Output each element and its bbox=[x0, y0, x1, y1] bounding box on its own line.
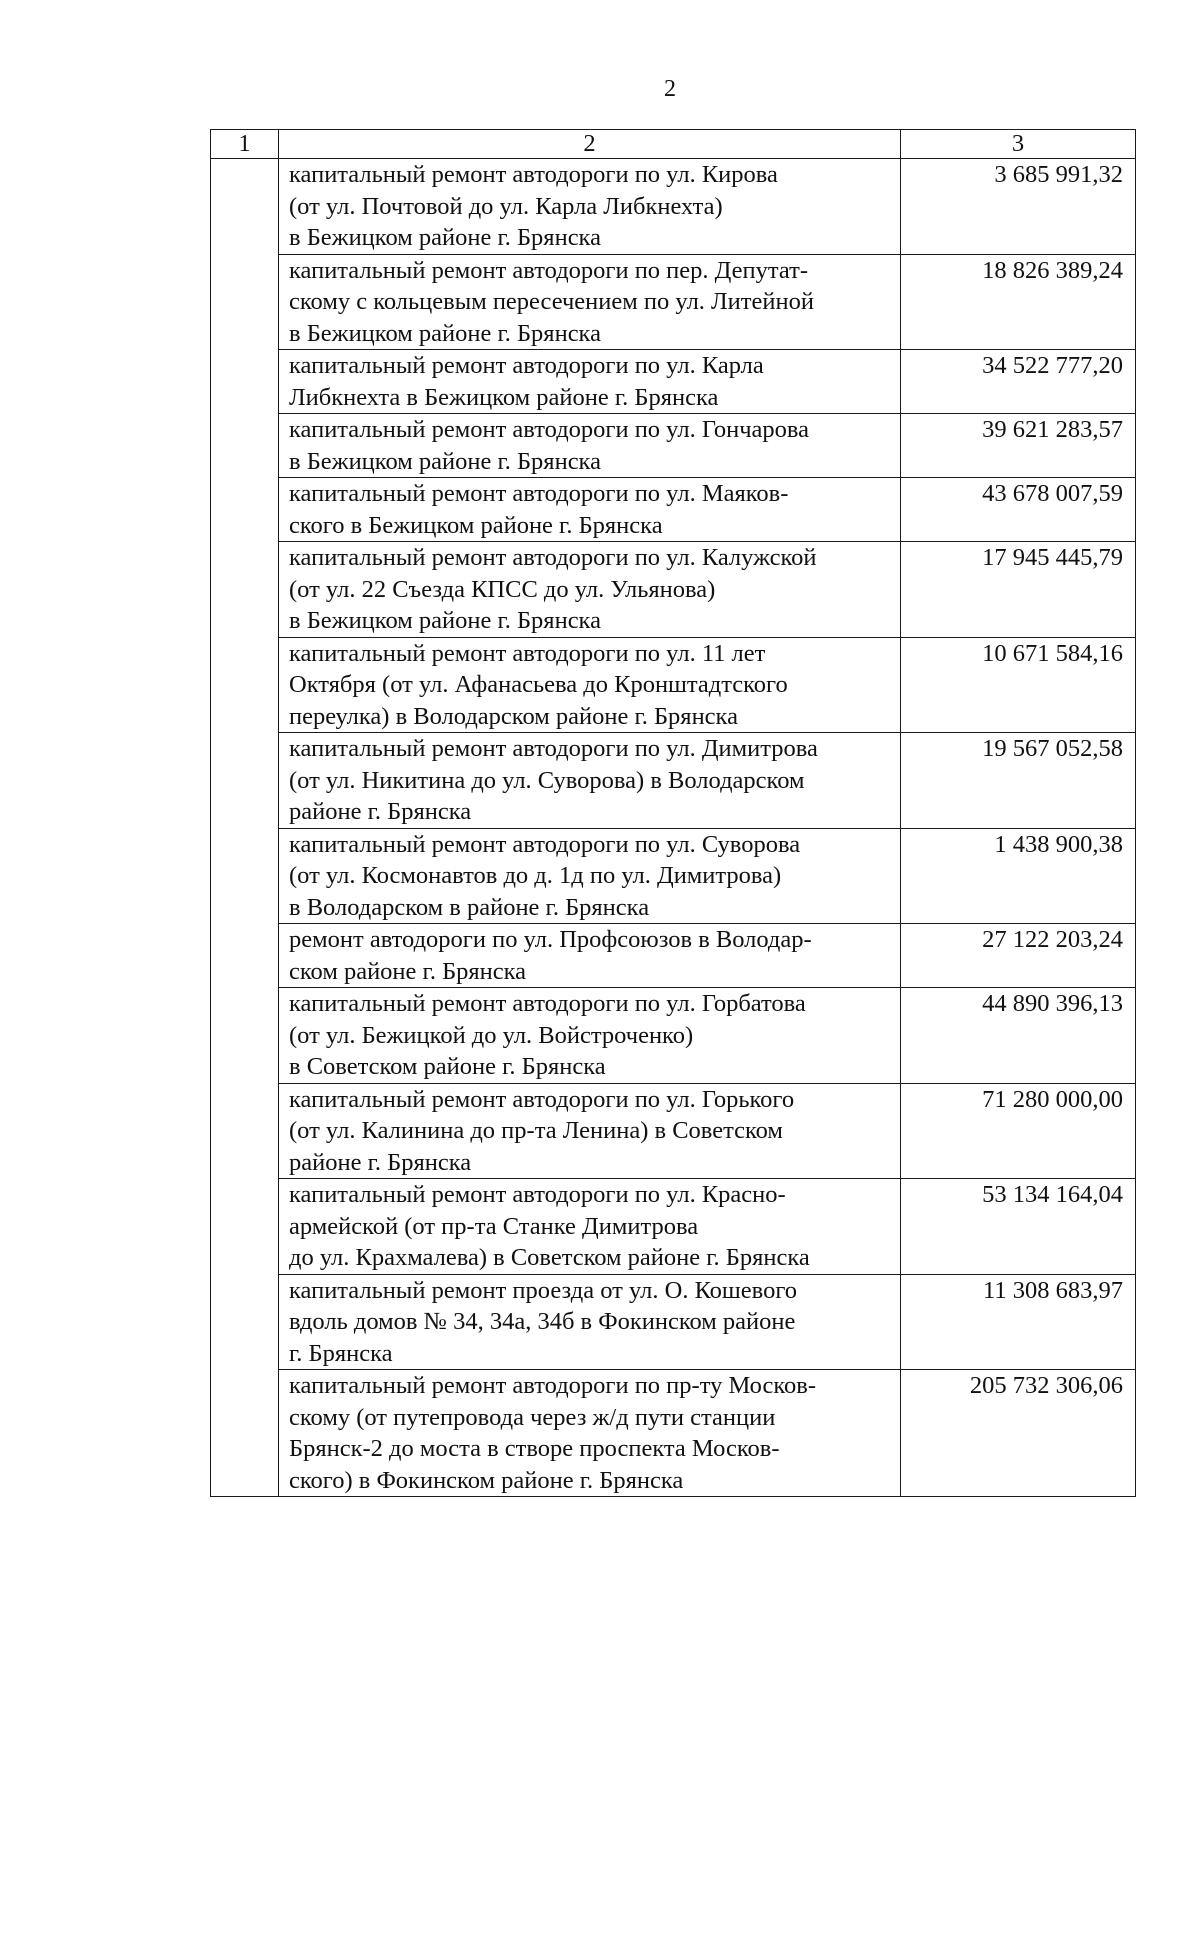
table-cell-number bbox=[211, 159, 279, 255]
description-line: армейской (от пр-та Станке Димитрова bbox=[289, 1212, 699, 1240]
table-cell-number bbox=[211, 924, 279, 988]
table-cell-amount: 1 438 900,38 bbox=[901, 828, 1136, 924]
description-line: в Бежицком районе г. Брянска bbox=[289, 607, 601, 634]
description-line: капитальный ремонт автодороги по ул. Гончарова bbox=[289, 416, 810, 443]
description-line: переулка) в Володарском районе г. Брянска bbox=[289, 702, 738, 730]
table-body bbox=[211, 130, 1136, 1497]
description-line: (от ул. Бежицкой до ул. Войстроченко) bbox=[289, 1021, 694, 1049]
table-cell-description bbox=[279, 350, 901, 414]
table-row bbox=[211, 1179, 1136, 1275]
page-number: 2 bbox=[664, 76, 676, 102]
table-cell-amount: 53 134 164,04 bbox=[901, 1179, 1136, 1275]
table-cell-description bbox=[279, 159, 901, 255]
description-line: в Советском районе г. Брянска bbox=[289, 1053, 606, 1080]
table-cell-number bbox=[211, 414, 279, 478]
table-cell-description bbox=[279, 254, 901, 350]
table-cell-description bbox=[279, 637, 901, 733]
table-cell-amount: 71 280 000,00 bbox=[901, 1083, 1136, 1179]
table-cell-description bbox=[279, 414, 901, 478]
table-cell-number bbox=[211, 350, 279, 414]
description-line: (от ул. Космонавтов до д. 1д по ул. Димитрова) bbox=[289, 862, 782, 889]
table-row bbox=[211, 1274, 1136, 1370]
table-cell-description bbox=[279, 542, 901, 638]
description-line: капитальный ремонт автодороги по пр-ту Москов- bbox=[289, 1372, 817, 1399]
description-line: капитальный ремонт автодороги по пер. Депутат- bbox=[289, 256, 809, 284]
description-line: вдоль домов № 34, 34а, 34б в Фокинском районе bbox=[289, 1308, 796, 1335]
table-cell-number bbox=[211, 1370, 279, 1497]
description-line: (от ул. 22 Съезда КПСС до ул. Ульянова) bbox=[289, 575, 716, 603]
table-cell-description bbox=[279, 478, 901, 542]
description-line: капитальный ремонт проезда от ул. О. Кошевого bbox=[289, 1276, 798, 1304]
table-cell-number bbox=[211, 542, 279, 638]
table-row bbox=[211, 542, 1136, 638]
description-line: капитальный ремонт автодороги по ул. Димитрова bbox=[289, 735, 818, 762]
table-cell-description bbox=[279, 988, 901, 1084]
description-line: Октября (от ул. Афанасьева до Кронштадтского bbox=[289, 671, 788, 698]
description-line: ского в Бежицком районе г. Брянска bbox=[289, 511, 663, 539]
table-cell-description bbox=[279, 828, 901, 924]
table-cell-number bbox=[211, 254, 279, 350]
table-row bbox=[211, 637, 1136, 733]
description-line: г. Брянска bbox=[289, 1339, 393, 1367]
table-cell-number bbox=[211, 637, 279, 733]
table-cell-description bbox=[279, 1083, 901, 1179]
description-line: ремонт автодороги по ул. Профсоюзов в Володар- bbox=[289, 926, 812, 953]
table-cell-amount: 17 945 445,79 bbox=[901, 542, 1136, 638]
description-line: капитальный ремонт автодороги по ул. Горького bbox=[289, 1085, 795, 1113]
description-line: ского) в Фокинском районе г. Брянска bbox=[289, 1466, 684, 1494]
table-cell-description bbox=[279, 733, 901, 829]
table-cell-number bbox=[211, 733, 279, 829]
table-cell-description bbox=[279, 1274, 901, 1370]
table-cell-amount: 34 522 777,20 bbox=[901, 350, 1136, 414]
description-line: (от ул. Калинина до пр-та Ленина) в Советском bbox=[289, 1117, 783, 1144]
table-row bbox=[211, 924, 1136, 988]
table-row bbox=[211, 254, 1136, 350]
table-cell-description bbox=[279, 924, 901, 988]
table-cell-amount: 43 678 007,59 bbox=[901, 478, 1136, 542]
description-line: в Бежицком районе г. Брянска bbox=[289, 224, 601, 251]
description-line: (от ул. Никитина до ул. Суворова) в Володарском bbox=[289, 766, 805, 794]
description-line: Либкнехта в Бежицком районе г. Брянска bbox=[289, 383, 719, 411]
description-line: ском районе г. Брянска bbox=[289, 957, 527, 985]
description-line: капитальный ремонт автодороги по ул. Кирова bbox=[289, 161, 778, 188]
table-cell-number bbox=[211, 1083, 279, 1179]
table-cell-amount: 39 621 283,57 bbox=[901, 414, 1136, 478]
table-cell-amount: 11 308 683,97 bbox=[901, 1274, 1136, 1370]
description-line: капитальный ремонт автодороги по ул. Красно- bbox=[289, 1181, 786, 1208]
description-line: капитальный ремонт автодороги по ул. Маяков- bbox=[289, 480, 789, 507]
table-row bbox=[211, 828, 1136, 924]
table-cell-amount: 19 567 052,58 bbox=[901, 733, 1136, 829]
table-cell-amount: 205 732 306,06 bbox=[901, 1370, 1136, 1497]
table-cell-number bbox=[211, 1274, 279, 1370]
header-col-1: 1 bbox=[211, 130, 279, 159]
header-col-2: 2 bbox=[279, 130, 901, 159]
table-row bbox=[211, 1370, 1136, 1497]
description-line: (от ул. Почтовой до ул. Карла Либкнехта) bbox=[289, 192, 723, 220]
road-repair-table bbox=[210, 129, 1136, 1497]
table-cell-amount: 10 671 584,16 bbox=[901, 637, 1136, 733]
table-row bbox=[211, 478, 1136, 542]
table-cell-amount: 27 122 203,24 bbox=[901, 924, 1136, 988]
description-line: капитальный ремонт автодороги по ул. Горбатова bbox=[289, 990, 806, 1017]
table-cell-description bbox=[279, 1179, 901, 1275]
table-cell-number bbox=[211, 828, 279, 924]
description-line: районе г. Брянска bbox=[289, 1148, 472, 1176]
table-cell-amount: 44 890 396,13 bbox=[901, 988, 1136, 1084]
table-cell-amount: 18 826 389,24 bbox=[901, 254, 1136, 350]
table-row bbox=[211, 733, 1136, 829]
description-line: скому (от путепровода через ж/д пути станции bbox=[289, 1403, 776, 1431]
table-row bbox=[211, 1083, 1136, 1179]
description-line: районе г. Брянска bbox=[289, 798, 472, 825]
header-col-3: 3 bbox=[901, 130, 1136, 159]
description-line: до ул. Крахмалева) в Советском районе г. Брянска bbox=[289, 1244, 810, 1271]
description-line: капитальный ремонт автодороги по ул. Карла bbox=[289, 352, 764, 379]
table-row bbox=[211, 159, 1136, 255]
table-cell-description bbox=[279, 1370, 901, 1497]
description-line: Брянск-2 до моста в створе проспекта Москов- bbox=[289, 1435, 780, 1462]
description-line: в Бежицком районе г. Брянска bbox=[289, 319, 601, 347]
table-cell-number bbox=[211, 988, 279, 1084]
table-header-row bbox=[211, 130, 1136, 159]
table-row bbox=[211, 988, 1136, 1084]
description-line: капитальный ремонт автодороги по ул. 11 лет bbox=[289, 639, 766, 667]
description-line: капитальный ремонт автодороги по ул. Суворова bbox=[289, 830, 801, 858]
description-line: скому с кольцевым пересечением по ул. Литейной bbox=[289, 288, 814, 315]
table-cell-number bbox=[211, 1179, 279, 1275]
description-line: капитальный ремонт автодороги по ул. Калужской bbox=[289, 544, 817, 571]
description-line: в Бежицком районе г. Брянска bbox=[289, 447, 601, 475]
table-row bbox=[211, 350, 1136, 414]
table-cell-number bbox=[211, 478, 279, 542]
table-row bbox=[211, 414, 1136, 478]
table-cell-amount: 3 685 991,32 bbox=[901, 159, 1136, 255]
description-line: в Володарском в районе г. Брянска bbox=[289, 893, 650, 921]
